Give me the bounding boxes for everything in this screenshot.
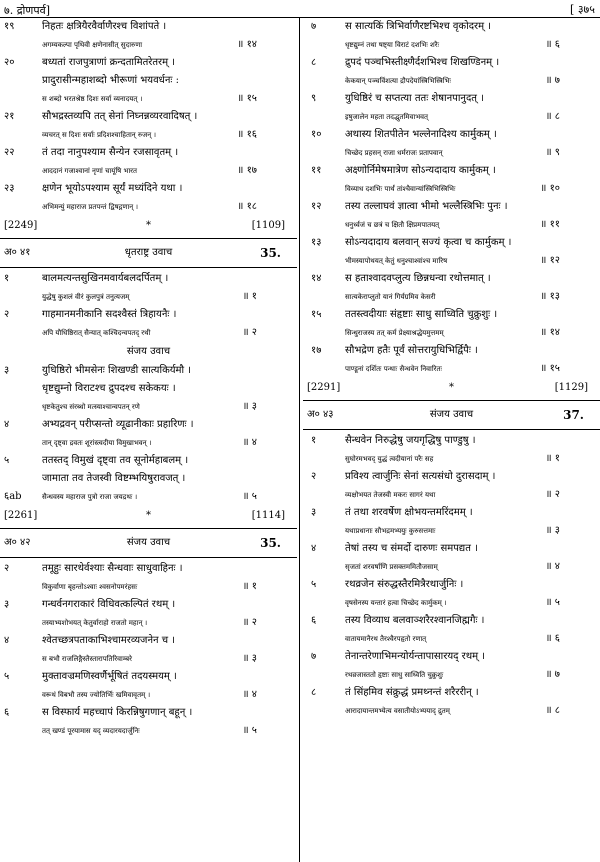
chapter-ref-number: 37. [563,408,584,422]
verse-ending-number: ॥ ७ [545,75,560,86]
verse-number: ३ [4,599,10,610]
verse-line [303,324,600,342]
verse-text: जामाता तव तेजस्वी विष्टम्भयिषुरावजत् । [42,473,186,484]
chapter-label: अ० ४३ [307,409,334,420]
footer-ref-right: [1129] [554,382,588,393]
footer-star: * [146,220,151,231]
verse-number: १३ [311,237,322,248]
verse-line [303,504,600,522]
verse-number: १५ [311,309,322,320]
verse-line [0,560,297,578]
verse-ending-number: ॥ १४ [540,327,560,338]
verse-number: १ [311,435,317,446]
running-header-left: ७. द्रोणपर्व] [4,4,51,17]
verse-text: वातायमानैरथ तैरश्वैरपहृतो रणात् [345,635,427,643]
verse-text: स बभौ राजलिङ्गैस्तैस्तारापतिरिवाम्बरे [42,655,132,663]
verse-line [0,470,297,488]
verse-line [303,180,600,198]
verse-number: २३ [4,183,15,194]
verse-text: विकुर्वाणा बृहन्तोऽश्वाः श्वसनोपमरंहसः [42,583,138,591]
verse-text: चिच्छेद प्रहसन् राजा धर्मराजः प्रतापवान् [345,149,443,157]
verse-text: सात्यकेराप्लुतो यानं गिर्यग्रमिव केसरी [345,293,436,301]
verse-line [303,108,600,126]
verse-text: सैन्धवस्य महाराज पुत्रो राजा जयद्रथः । [42,493,138,501]
verse-text: अपि यौधिष्ठिरात् सैन्यात् कश्चिदन्वपतद् रथी [42,329,151,337]
verse-ending-number: ॥ १५ [237,93,257,104]
verse-line [0,398,297,416]
verse-line [303,270,600,288]
verse-text: मुक्तावज्रमणिस्वर्णैर्भूषितं तदयस्मयम् । [42,671,177,682]
verse-ending-number: ॥ ३ [545,525,560,536]
verse-text: स सात्यकिं त्रिभिर्वाणैरष्टभिश्च वृकोदरम् । [345,21,492,32]
verse-text: अथास्य शितपीतेन भल्लेनादिश्य कार्मुकम् । [345,129,497,140]
section-footer [0,216,297,236]
verse-line [0,108,297,126]
verse-number: २ [4,309,10,320]
verse-line [0,306,297,324]
verse-line [0,488,297,506]
verse-text: तस्याभ्यशोभयत् केतुर्वाराहो राजतो महान् । [42,619,148,627]
verse-number: २२ [4,147,15,158]
verse-text: रथव्रजास्ततो हृष्टाः साधु साध्विति चुक्रुशुः [345,671,444,679]
left-column [0,18,297,740]
verse-number: ९ [311,93,317,104]
verse-text: बध्यतां राजपुत्राणां क्रन्दतामितरेतरम् । [42,57,176,68]
verse-ending-number: ॥ ५ [242,725,257,736]
verse-text: व्यक्षोभयत तेजस्वी मकरः सागरं यथा [345,491,436,499]
verse-line [0,144,297,162]
verse-text: अगम्यकल्पा पृथिवी क्षणेनासीत् सुदारुणा [42,41,143,49]
verse-line [0,126,297,144]
verse-line [303,306,600,324]
verse-line [303,18,600,36]
verse-text: धृष्टकेतुश्च संरब्धो मत्स्याश्चान्वपतन् रणे [42,403,140,411]
verse-text: स विस्फार्य महच्चापं किरन्निषुगणान् बहून् । [42,707,193,718]
section-footer [303,378,600,398]
verse-line [303,162,600,180]
verse-text: युधिष्ठिरं च सप्तत्या ततः शेषानपानुदत् । [345,93,484,104]
verse-number: ५ [4,671,10,682]
verse-line [303,558,600,576]
verse-text: धनुर्ध्वजं च छत्रं च क्षितौ क्षिप्रमपातयत् [345,221,440,229]
verse-line [303,540,600,558]
verse-line [0,704,297,722]
verse-line [303,666,600,684]
chapter-label: अ० ४१ [4,247,31,258]
verse-ending-number: ॥ १३ [540,291,560,302]
verse-ending-number: ॥ २ [242,327,257,338]
verse-text: प्रादुरासीन्महाशब्दो भीरूणां भयवर्धनः : [42,75,179,86]
verse-line [0,614,297,632]
verse-line [0,650,297,668]
verse-number: २० [4,57,15,68]
verse-line [0,380,297,398]
verse-line [303,612,600,630]
verse-line [0,180,297,198]
verse-line [303,288,600,306]
verse-line [303,432,600,450]
verse-text: सौभद्रस्तव्यपि तत् सेनां निघ्नन्नव्यरवादिषत् । [42,111,198,122]
verse-line [0,452,297,470]
verse-text: तेषां तस्य च संमर्दो दारुणः समपद्यत । [345,543,478,554]
verse-number: ५ [4,455,10,466]
verse-line [303,576,600,594]
verse-line [0,270,297,288]
chapter-ref-number: 35. [260,536,281,550]
verse-text: सैन्धवेन निरुद्धेषु जयगृद्धिषु पाण्डुषु । [345,435,476,446]
verse-line [303,450,600,468]
verse-text: श्वेतच्छत्रपताकाभिश्चामरव्यजनेन च । [42,635,176,646]
verse-line [0,90,297,108]
verse-ending-number: ॥ १६ [237,129,257,140]
verse-line [303,648,600,666]
verse-number: १७ [311,345,322,356]
verse-ending-number: ॥ १७ [237,165,257,176]
verse-text: धृष्टद्युम्नो विराटश्च द्रुपदश्च सकेकयः । [42,383,176,394]
verse-number: ८ [311,687,317,698]
verse-text: तं तथा शरवर्षेण क्षोभयन्तमरिंदमम् । [345,507,473,518]
verse-text: ततस्तद् विमुखं दृष्ट्वा तव सूनोर्महाबलम् । [42,455,189,466]
chapter-ref-number: 35. [260,246,281,260]
speaker-label: धृतराष्ट्र उवाच [124,247,173,258]
verse-text: अभ्यद्रवन् परीप्सन्तो व्यूढानीकाः प्रहारिणः । [42,419,194,430]
verse-text: पाण्डूनां दर्शितः पन्थाः सैन्धवेन निवारितः [345,365,442,373]
verse-line [0,596,297,614]
verse-text: विव्याध दशभिः पार्थं तांश्चैवान्यांस्त्रिभिस्त्रिभिः [345,185,456,193]
verse-line [303,486,600,504]
verse-text: इषुजालेन महता तदद्भुतमिवाभवत् [345,113,429,121]
verse-text: सिन्धुराजस्य तत् कर्म प्रेक्ष्याश्रद्धेयमुत्तमम् [345,329,444,337]
verse-number: १० [311,129,322,140]
footer-ref-right: [1114] [251,510,285,521]
verse-number: ४ [311,543,317,554]
verse-text: सौभद्रेण हतैः पूर्वं सोत्तरायुधिभिर्द्विपैः । [345,345,478,356]
verse-line [0,72,297,90]
verse-text: ततस्त्वदीयाः संहृष्टाः साधु साध्विति चुक्रुशुः । [345,309,498,320]
verse-line [303,594,600,612]
verse-text: केकयान् पञ्चविंशत्या द्रौपदेयांस्त्रिभिस्त्रिभिः [345,77,451,85]
verse-ending-number: ॥ १० [540,183,560,194]
verse-ending-number: ॥ १८ [237,201,257,212]
speaker-subheading: संजय उवाच [126,346,171,357]
verse-ending-number: ॥ ११ [540,219,560,230]
verse-ending-number: ॥ ७ [545,669,560,680]
verse-line [303,360,600,378]
verse-number: १२ [311,201,322,212]
verse-number: ५ [311,579,317,590]
verse-text: प्रविश्य त्वार्जुनिः सेनां सत्यसंधो दुरासदाम् । [345,471,496,482]
verse-line [303,54,600,72]
verse-line [303,342,600,360]
verse-ending-number: ॥ १ [545,453,560,464]
verse-ending-number: ॥ ८ [545,705,560,716]
verse-number: ३ [4,365,10,376]
verse-number: ६ [4,707,10,718]
footer-ref-left: [2261] [4,510,38,521]
verse-text: सोऽन्यदादाय बलवान् सज्यं कृत्वा च कार्मुकम् । [345,237,512,248]
verse-line [303,630,600,648]
section-footer [0,506,297,526]
chapter-heading [0,528,297,558]
verse-line [0,18,297,36]
verse-line [0,632,297,650]
verse-text: तमूहुः सारथेर्वश्याः सैन्धवाः साधुवाहिनः । [42,563,183,574]
verse-text: स शब्दो भरतश्रेष्ठ दिशः सर्वा व्यनादयत् । [42,95,143,103]
verse-number: २ [311,471,317,482]
verse-text: आरादायान्तमभ्येत्य वसातीयोऽभ्ययाद् द्रुतम् [345,707,450,715]
chapter-heading [0,238,297,268]
verse-text: युधिष्ठिरो भीमसेनः शिखण्डी सात्यकिर्यमौ । [42,365,192,376]
verse-line [303,702,600,720]
verse-ending-number: ॥ १ [242,581,257,592]
verse-text: स हताश्वादवप्लुत्य छिन्नधन्वा रथोत्तमात् । [345,273,491,284]
chapter-heading [303,400,600,430]
verse-text: भीमस्यापोथयत् केतुं धनुश्चाश्वांश्च मारिष [345,257,448,265]
verse-text: सुघोरमभवद् युद्धं त्वदीयानां परैः सह [345,455,434,463]
verse-text: युद्धेषु कुशलं वीरं कुलपुत्रं तनुत्यजम् [42,293,130,301]
verse-text: तेनान्तरेणाभिमन्योर्यन्तापासारयद् रथम् । [345,651,486,662]
verse-text: तं सिंहमिव संक्रुद्धं प्रमथ्नन्तं शरैररीन् । [345,687,479,698]
verse-number: २ [4,563,10,574]
verse-line [303,144,600,162]
verse-ending-number: ॥ ६ [545,633,560,644]
verse-text: धृष्टद्युम्नं तथा षष्ट्या विराटं दशभिः शरैः [345,41,440,49]
verse-text: तत् खण्डं पूरयामास यद् व्यदारयदार्जुनिः [42,727,140,735]
verse-line [303,72,600,90]
verse-ending-number: ॥ १४ [237,39,257,50]
verse-ending-number: ॥ ४ [242,437,257,448]
verse-ending-number: ॥ ६ [545,39,560,50]
verse-line [0,686,297,704]
verse-line [303,522,600,540]
right-column [303,18,600,720]
verse-ending-number: ॥ २ [242,617,257,628]
verse-number: ११ [311,165,322,176]
verse-line [0,36,297,54]
verse-text: तस्य तल्लाघवं ज्ञात्वा भीमो भल्लैस्त्रिभिः पुनः । [345,201,508,212]
verse-text: बालमत्यन्तसुखिनमवार्यबलदर्पितम् । [42,273,169,284]
verse-number: ३ [311,507,317,518]
verse-text: आददानं गजाश्वानां नृणां चायूंषि भारत [42,167,138,175]
footer-star: * [146,510,151,521]
verse-ending-number: ॥ ३ [242,653,257,664]
verse-text: रथव्रजेन संरुद्धस्तैरमित्रैरथार्जुनिः । [345,579,464,590]
verse-text: द्रुपदं पञ्चभिस्तीक्ष्णैर्दशभिश्च शिखण्डिनम् । [345,57,500,68]
verse-text: वरूथं विबभौ तस्य ज्योतिर्भिः खमिवावृतम् । [42,691,151,699]
verse-line [0,722,297,740]
verse-text: गाहमानमनीकानि सदश्वैस्तं त्रिहायनैः । [42,309,177,320]
verse-line [303,126,600,144]
verse-text: यथाप्रधानाः सौभद्रमभ्ययुः कुरुसत्तमाः [345,527,436,535]
verse-number: १९ [4,21,15,32]
verse-text: सृजतां शरवर्षाणि प्रसक्तममितौजसाम् [345,563,438,571]
chapter-label: अ० ४२ [4,537,31,548]
verse-line [303,90,600,108]
verse-number: २१ [4,111,15,122]
verse-line [0,198,297,216]
verse-line [303,216,600,234]
footer-ref-left: [2249] [4,220,38,231]
verse-line [303,234,600,252]
verse-line [0,288,297,306]
verse-line [303,252,600,270]
verse-text: निहतः क्षत्रियैरवैर्वाणैरश्च विशांपते । [42,21,167,32]
verse-line [0,434,297,452]
footer-star: * [449,382,454,393]
page-number: [ ३७५ [570,3,595,16]
verse-line [303,684,600,702]
verse-line [0,324,297,342]
verse-line [0,668,297,686]
speaker-label: संजय उवाच [429,409,474,420]
verse-ending-number: ॥ ४ [242,689,257,700]
verse-number: ८ [311,57,317,68]
verse-ending-number: ॥ ४ [545,561,560,572]
verse-number: ७ [311,21,317,32]
verse-line [303,468,600,486]
verse-number: ६ab [4,491,22,502]
verse-text: व्यचरत् स दिशः सर्वाः प्रदिशश्चाहितान् रुजन् । [42,131,157,139]
verse-ending-number: ॥ २ [545,489,560,500]
verse-number: ६ [311,615,317,626]
verse-text: क्षणेन भूयोऽपश्याम सूर्यं मध्यंदिने यथा । [42,183,183,194]
verse-line [0,416,297,434]
verse-line [0,362,297,380]
verse-ending-number: ॥ ५ [545,597,560,608]
footer-ref-left: [2291] [307,382,341,393]
verse-line [0,162,297,180]
verse-ending-number: ॥ ३ [242,401,257,412]
verse-number: ४ [4,635,10,646]
verse-text: वृषसेनस्य यन्तारं हत्वा चिच्छेद कार्मुकम् । [345,599,447,607]
verse-text: तान् दृष्ट्वा द्रवतः शूरांस्त्वदीया विमुखाभवन् । [42,439,152,447]
verse-line [303,198,600,216]
verse-ending-number: ॥ ५ [242,491,257,502]
verse-ending-number: ॥ १ [242,291,257,302]
verse-line [0,54,297,72]
verse-text: तस्य विव्याध बलवाञ्शरैरश्वानजिह्मगैः । [345,615,485,626]
verse-text: अक्ष्णोर्निमेषमात्रेण सोऽन्यदादाय कार्मुकम् । [345,165,496,176]
verse-text: अभिमन्युं महाराज प्रतपन्तं द्विषद्गणान् । [42,203,139,211]
verse-text: गन्धर्वनगराकारं विधिवत्कल्पितं रथम् । [42,599,176,610]
verse-number: १ [4,273,10,284]
verse-text: तं तदा नानुपश्याम सैन्येन रजसावृतम् । [42,147,179,158]
speaker-label: संजय उवाच [126,537,171,548]
verse-number: ४ [4,419,10,430]
verse-number: ७ [311,651,317,662]
verse-ending-number: ॥ ९ [545,147,560,158]
column-divider [299,18,300,862]
verse-ending-number: ॥ १२ [540,255,560,266]
verse-line [303,36,600,54]
verse-ending-number: ॥ १५ [540,363,560,374]
verse-ending-number: ॥ ८ [545,111,560,122]
verse-number: १४ [311,273,322,284]
verse-line [0,578,297,596]
footer-ref-right: [1109] [251,220,285,231]
